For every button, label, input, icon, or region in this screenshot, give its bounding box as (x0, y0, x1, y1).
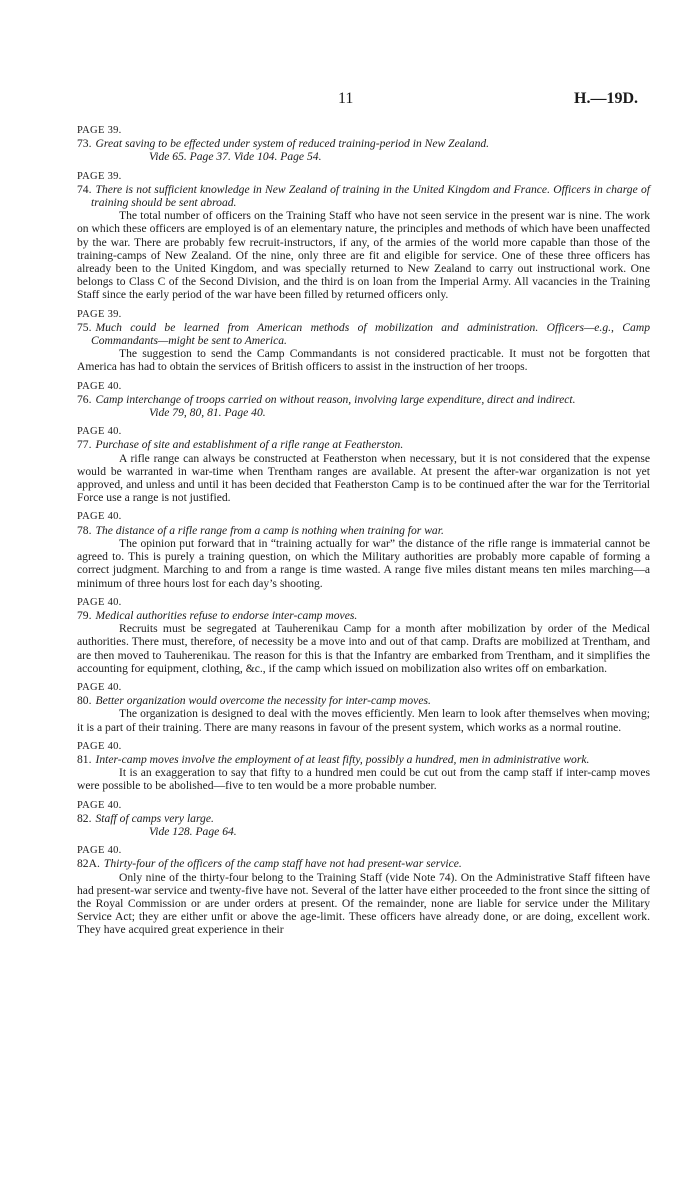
note-heading-text: The distance of a rifle range from a camp is nothing when training for war. (95, 523, 444, 537)
note-entry-74 (77, 170, 650, 302)
note-number: 82A. (77, 857, 100, 871)
page-reference: PAGE 39. (77, 308, 122, 320)
document-body (77, 124, 650, 943)
note-heading (77, 137, 650, 150)
note-heading-text: Medical authorities refuse to endorse inter-camp moves. (95, 608, 358, 622)
note-heading-text: Purchase of site and establishment of a rifle range at Featherston. (95, 438, 404, 452)
note-heading (77, 393, 650, 406)
note-heading (77, 694, 650, 707)
note-body: Recruits must be segregated at Tauherenikau Camp for a month after mobilization by order of the Medical authorities. There must, therefore, of necessity be a move into and out of that camp. Drafts are mobilized at Trentham, and are then moved to Tauherenikau. The reason for this is that the Infantry are embarked from Trentham, and it simplifies the accounting for equipment, clothing, &c., if the camp which issued on mobilization also writes off on embarkation. (77, 622, 650, 675)
note-entry-76 (77, 380, 650, 420)
note-entry-81 (77, 740, 650, 793)
note-body: The organization is designed to deal with the moves efficiently. Men learn to look after themselves when moving; it is a part of their training. There are many reasons in favour of the present system, which works as a normal routine. (77, 707, 650, 734)
note-entry-73 (77, 124, 650, 164)
note-heading (77, 438, 650, 451)
page-number: 11 (338, 90, 354, 107)
note-heading-text: There is not sufficient knowledge in New Zealand of training in the United Kingdom and France. Officers in charge of training should be sent abroad. (91, 182, 650, 210)
note-heading (77, 183, 650, 209)
note-body: It is an exaggeration to say that fifty to a hundred men could be cut out from the camp staff if inter-camp moves were possible to be abolished—five to ten would be a more probable number. (77, 766, 650, 793)
cross-reference-text: Vide 128. Page 64. (149, 824, 237, 838)
note-number: 82. (77, 811, 92, 825)
note-number: 75. (77, 320, 92, 334)
note-heading-text: Better organization would overcome the necessity for inter-camp moves. (95, 694, 431, 708)
cross-reference-text: Vide 79, 80, 81. Page 40. (149, 406, 266, 420)
page-reference: PAGE 40. (77, 511, 122, 523)
note-entry-75 (77, 308, 650, 374)
note-heading (77, 321, 650, 347)
note-body: The suggestion to send the Camp Commandants is not considered practicable. It must not be forgotten that America has had to obtain the services of British officers to assist in the instruction of her troops. (77, 347, 650, 374)
note-heading-text: Camp interchange of troops carried on without reason, involving large expenditure, direct and indirect. (95, 392, 576, 406)
note-number: 77. (77, 438, 92, 452)
note-heading-text: Great saving to be effected under system of reduced training-period in New Zealand. (95, 137, 490, 151)
note-number: 74. (77, 182, 92, 196)
cross-reference (77, 406, 650, 419)
note-heading-text: Much could be learned from American methods of mobilization and administration. Officers—e.g., Camp Commandants—might be sent to America. (91, 320, 650, 348)
note-heading-text: Inter-camp moves involve the employment of at least fifty, possibly a hundred, men in administrative work. (95, 752, 590, 766)
note-heading-text: Staff of camps very large. (95, 811, 214, 825)
note-body: The opinion put forward that in “training actually for war” the distance of the rifle range is immaterial cannot be agreed to. This is purely a training question, on which the Military authorities are probably more capable of forming a correct judgment. Marching to and from a range is time wasted. A range five miles distant means ten miles marching—a minimum of three hours lost for each day’s shooting. (77, 536, 650, 590)
cross-reference (77, 150, 650, 163)
page-reference: PAGE 39. (77, 125, 122, 136)
page-reference: PAGE 40. (77, 740, 122, 752)
page-reference: PAGE 40. (77, 380, 122, 392)
page-reference: PAGE 40. (77, 681, 122, 693)
note-number: 80. (77, 694, 92, 708)
note-entry-80 (77, 681, 650, 734)
cross-reference (77, 825, 650, 838)
note-heading (77, 609, 650, 622)
note-entry-78 (77, 510, 650, 589)
page-reference: PAGE 40. (77, 596, 122, 608)
note-heading (77, 524, 650, 537)
note-entry-82a (77, 844, 650, 936)
note-body: Only nine of the thirty-four belong to the Training Staff (vide Note 74). On the Administrative Staff fifteen have had present-war service and twenty-five have not. Several of the latter have either proceeded to the front since the sitting of the Royal Commission or are under orders at present. Of the remainder, none are liable for service under the Military Service Act; they are either unfit or above the age-limit. These officers have already done, or are doing, excellent work. They have acquired great experience in their (77, 870, 650, 937)
note-heading (77, 857, 650, 870)
note-heading-text: Thirty-four of the officers of the camp staff have not had present-war service. (103, 857, 462, 871)
document-code: H.—19D. (574, 90, 638, 107)
cross-reference-text: Vide 65. Page 37. Vide 104. Page 54. (149, 150, 322, 164)
note-number: 78. (77, 523, 92, 537)
note-number: 76. (77, 392, 92, 406)
note-entry-82 (77, 799, 650, 839)
page-reference: PAGE 40. (77, 799, 122, 811)
note-heading (77, 812, 650, 825)
page-reference: PAGE 40. (77, 426, 122, 438)
page-reference: PAGE 39. (77, 170, 122, 182)
note-body: A rifle range can always be constructed at Featherston when necessary, but it is not considered that the expense would be warranted in war-time when Trentham ranges are available. At present the after-war organization is not yet approved, and unless and until it has been decided that Featherston Camp is to be continued after the war for the Territorial Force use a range is not justified. (77, 451, 650, 505)
note-number: 79. (77, 608, 92, 622)
note-entry-77 (77, 425, 650, 504)
note-number: 73. (77, 137, 92, 151)
note-heading (77, 753, 650, 766)
note-body: The total number of officers on the Training Staff who have not seen service in the present war is nine. The work on which these officers are employed is of an elementary nature, the principles and methods of which have been unaffected by the war. There are probably few recruit-instructors, if any, of the armies of the world more capable than those of the training-camps of New Zealand. Of the nine, only three are fit and eligible for service. One of these three officers has already been to the United Kingdom, and was specially returned to New Zealand to carry out instructional work. One belongs to Class C of the Second Division, and the third is on loan from the Imperial Army. All vacancies in the Training Staff since the early period of the war have been filled by returned officers only. (77, 209, 650, 302)
note-entry-79 (77, 596, 650, 675)
note-number: 81. (77, 752, 92, 766)
page-reference: PAGE 40. (77, 845, 122, 857)
